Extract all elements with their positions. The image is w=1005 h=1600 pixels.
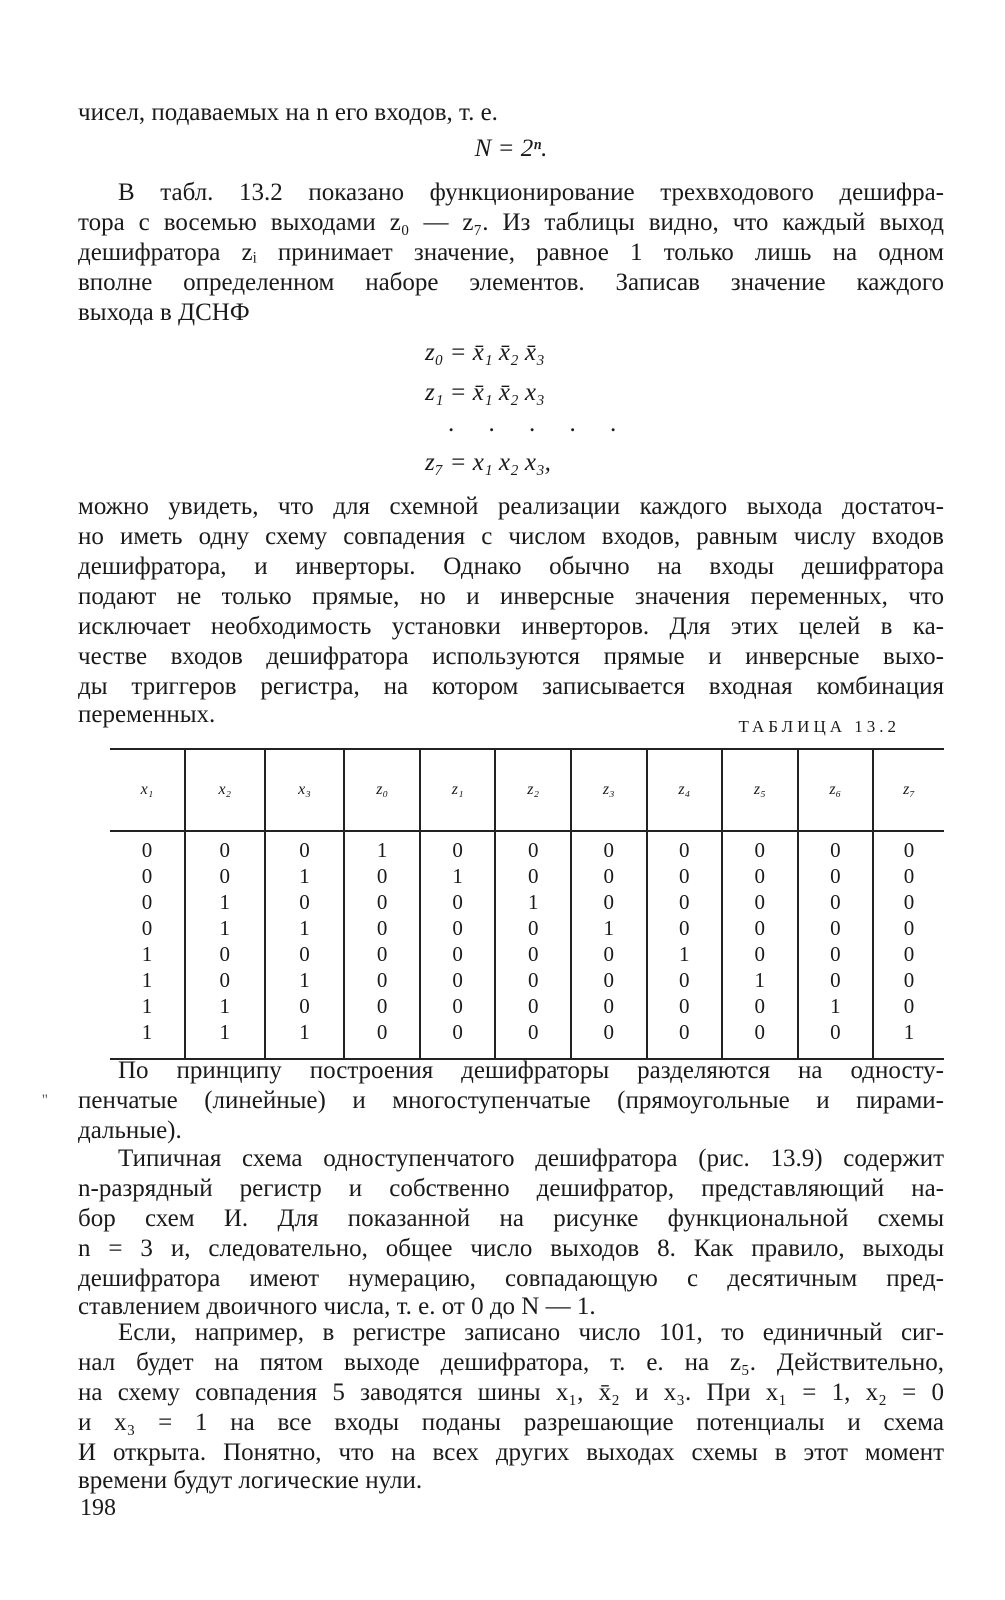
table-cell: 0: [722, 831, 798, 863]
table-cell: 1: [265, 967, 345, 993]
table-cell: 0: [798, 863, 874, 889]
table-cell: 1: [495, 889, 571, 915]
table-cell: 0: [495, 967, 571, 993]
header-cell: z₆: [798, 749, 874, 831]
table-cell: 0: [722, 941, 798, 967]
text-line: дешифратора имеют нумерацию, совпадающую с десятичным пред-: [78, 1265, 944, 1292]
text-line: бор схем И. Для показанной на рисунке функциональной схемы: [78, 1205, 944, 1232]
table-cell: 1: [185, 915, 265, 941]
table-cell: 0: [722, 993, 798, 1019]
text-line: дешифратора, и инверторы. Однако обычно на входы дешифратора: [78, 553, 944, 580]
table-cell: 0: [873, 863, 944, 889]
table-body: [110, 831, 944, 1059]
table-row: [110, 863, 944, 889]
table-cell: 0: [141, 838, 153, 862]
header-cell: z₅: [722, 749, 798, 831]
text-line: Типичная схема одноступенчатого дешифратора (рис. 13.9) содержит: [118, 1145, 944, 1172]
page-number: 198: [80, 1495, 116, 1521]
table-row: [110, 993, 944, 1019]
table-cell: 0: [873, 831, 944, 863]
table-cell: 0: [798, 889, 874, 915]
text-line: вполне определенном наборе элементов. Записав значение каждого: [78, 269, 944, 296]
table-cell: 0: [495, 941, 571, 967]
text-line: дальные).: [78, 1117, 182, 1144]
table-cell: 1: [798, 993, 874, 1019]
text-line: переменных.: [78, 701, 216, 728]
text-line: времени будут логические нули.: [78, 1467, 423, 1494]
formula-n: N = 2ⁿ.: [474, 135, 548, 162]
table-cell: 0: [722, 1019, 798, 1059]
text-line: В табл. 13.2 показано функционирование трехвходового дешифра-: [118, 179, 944, 206]
table-cell: 0: [798, 967, 874, 993]
table-cell: 0: [873, 967, 944, 993]
table-row: [110, 889, 944, 915]
equation-ellipsis: . . . . .: [448, 410, 631, 437]
table-cell: 0: [265, 993, 345, 1019]
table-cell: 0: [420, 1019, 496, 1059]
text-line: дешифратора zᵢ принимает значение, равное 1 только лишь на одном: [78, 239, 944, 266]
table-cell: 1: [265, 863, 345, 889]
table-cell: 1: [185, 993, 265, 1019]
table-cell: 0: [647, 915, 723, 941]
table-cell: 0: [495, 863, 571, 889]
text-line: на схему совпадения 5 заводятся шины x₁, x̄₂ и x₃. При x₁ = 1, x₂ = 0: [78, 1379, 944, 1406]
text-line: Если, например, в регистре записано число 101, то единичный сиг-: [118, 1319, 944, 1346]
table-cell: 0: [647, 1019, 723, 1059]
table-cell: 0: [265, 889, 345, 915]
table-cell: 0: [647, 889, 723, 915]
table-cell: 0: [571, 993, 647, 1019]
table-cell: 0: [420, 831, 496, 863]
text-line: но иметь одну схему совпадения с числом входов, равным числу входов: [78, 523, 944, 550]
table-cell: 0: [571, 941, 647, 967]
table-cell: 1: [647, 941, 723, 967]
table-row: [110, 941, 944, 967]
table-cell: 0: [873, 993, 944, 1019]
table-cell: 0: [344, 863, 420, 889]
text-line: можно увидеть, что для схемной реализации каждого выхода достаточ-: [78, 493, 944, 520]
table-cell: 0: [873, 889, 944, 915]
text-line: исключает необходимость установки инверторов. Для этих целей в ка-: [78, 613, 944, 640]
text-line: подают не только прямые, но и инверсные значения переменных, что: [78, 583, 944, 610]
text-line: пенчатые (линейные) и многоступенчатые (прямоугольные и пирами-: [78, 1087, 944, 1114]
table-cell: 0: [571, 889, 647, 915]
table-cell: 0: [420, 993, 496, 1019]
table-cell: 1: [722, 967, 798, 993]
text-line: n = 3 и, следовательно, общее число выходов 8. Как правило, выходы: [78, 1235, 944, 1262]
table-cell: 0: [495, 993, 571, 1019]
text-line: чисел, подаваемых на n его входов, т. е.: [78, 99, 498, 126]
table-cell: 1: [571, 915, 647, 941]
table-cell: 0: [141, 890, 153, 914]
table-cell: 1: [141, 968, 153, 992]
text-line: ставлением двоичного числа, т. е. от 0 до N — 1.: [78, 1293, 596, 1320]
text-line: тора с восемью выходами z₀ — z₇. Из таблицы видно, что каждый выход: [78, 209, 944, 236]
table-row: [110, 831, 944, 863]
table-cell: 0: [873, 915, 944, 941]
table-cell: 0: [141, 864, 153, 888]
text-line: честве входов дешифратора используются прямые и инверсные выхо-: [78, 643, 944, 670]
header-cell: x₃: [265, 749, 345, 831]
truth-table: [110, 748, 944, 1060]
margin-mark: '': [42, 1092, 48, 1109]
table-cell: 0: [420, 941, 496, 967]
table-cell: 0: [344, 889, 420, 915]
table-cell: 0: [647, 831, 723, 863]
table-cell: 0: [571, 831, 647, 863]
text-line: И открыта. Понятно, что на всех других выходах схемы в этот момент: [78, 1439, 944, 1466]
table-row: [110, 1019, 944, 1059]
header-cell: z₃: [571, 749, 647, 831]
equation-z7: z₇ = x₁ x₂ x₃,: [425, 449, 551, 476]
table-cell: 1: [344, 831, 420, 863]
table-cell: 1: [265, 915, 345, 941]
table-cell: 1: [185, 889, 265, 915]
text-line: и x₃ = 1 на все входы поданы разрешающие потенциалы и схема: [78, 1409, 944, 1436]
header-cell: z₀: [344, 749, 420, 831]
table-cell: 0: [571, 863, 647, 889]
table-cell: 0: [185, 941, 265, 967]
table-cell: 0: [571, 1019, 647, 1059]
table-row: [110, 967, 944, 993]
text-line: n-разрядный регистр и собственно дешифратор, представляющий на-: [78, 1175, 944, 1202]
table-cell: 0: [141, 916, 153, 940]
table-cell: 1: [185, 1019, 265, 1059]
text-line: нал будет на пятом выходе дешифратора, т. е. на z₅. Действительно,: [78, 1349, 944, 1376]
table-cell: 0: [798, 831, 874, 863]
table-cell: 0: [420, 889, 496, 915]
table-cell: 0: [495, 915, 571, 941]
table-cell: 0: [420, 967, 496, 993]
table-cell: 0: [344, 915, 420, 941]
table-cell: 0: [495, 1019, 571, 1059]
table-caption: ТАБЛИЦА 13.2: [738, 717, 900, 736]
equation-z0: z₀ = x̄₁ x̄₂ x̄₃: [425, 339, 545, 366]
table-cell: 0: [798, 1019, 874, 1059]
header-cell: z₄: [647, 749, 723, 831]
table-cell: 0: [722, 915, 798, 941]
text-line: выхода в ДСНФ: [78, 299, 250, 326]
table-cell: 1: [141, 942, 153, 966]
table-cell: 0: [344, 941, 420, 967]
table-cell: 0: [647, 967, 723, 993]
header-cell: z₁: [420, 749, 496, 831]
text-line: По принципу построения дешифраторы разделяются на односту-: [118, 1057, 944, 1084]
header-cell: x₁: [140, 781, 154, 798]
table-cell: 0: [344, 1019, 420, 1059]
table-cell: 1: [265, 1019, 345, 1059]
text-line: ды триггеров регистра, на котором записывается входная комбинация: [78, 673, 944, 700]
table-cell: 0: [571, 967, 647, 993]
table-cell: 0: [722, 889, 798, 915]
header-cell: x₂: [185, 749, 265, 831]
header-cell: z₇: [873, 749, 944, 831]
table-header-row: [110, 749, 944, 831]
table-cell: 0: [647, 863, 723, 889]
table-cell: 0: [344, 993, 420, 1019]
table-row: [110, 915, 944, 941]
table-cell: 0: [265, 831, 345, 863]
equation-z1: z₁ = x̄₁ x̄₂ x₃: [425, 379, 545, 406]
table-cell: 0: [798, 941, 874, 967]
table-cell: 0: [185, 831, 265, 863]
table-cell: 0: [185, 863, 265, 889]
table-cell: 0: [873, 941, 944, 967]
table-cell: 0: [647, 993, 723, 1019]
table-cell: 0: [344, 967, 420, 993]
table-cell: 0: [798, 915, 874, 941]
header-cell: z₂: [495, 749, 571, 831]
table-cell: 1: [873, 1019, 944, 1059]
table-cell: 0: [265, 941, 345, 967]
table-cell: 0: [495, 831, 571, 863]
table-cell: 1: [420, 863, 496, 889]
table-cell: 1: [141, 1020, 153, 1044]
table-cell: 1: [141, 994, 153, 1018]
table-cell: 0: [722, 863, 798, 889]
table-cell: 0: [185, 967, 265, 993]
table-cell: 0: [420, 915, 496, 941]
